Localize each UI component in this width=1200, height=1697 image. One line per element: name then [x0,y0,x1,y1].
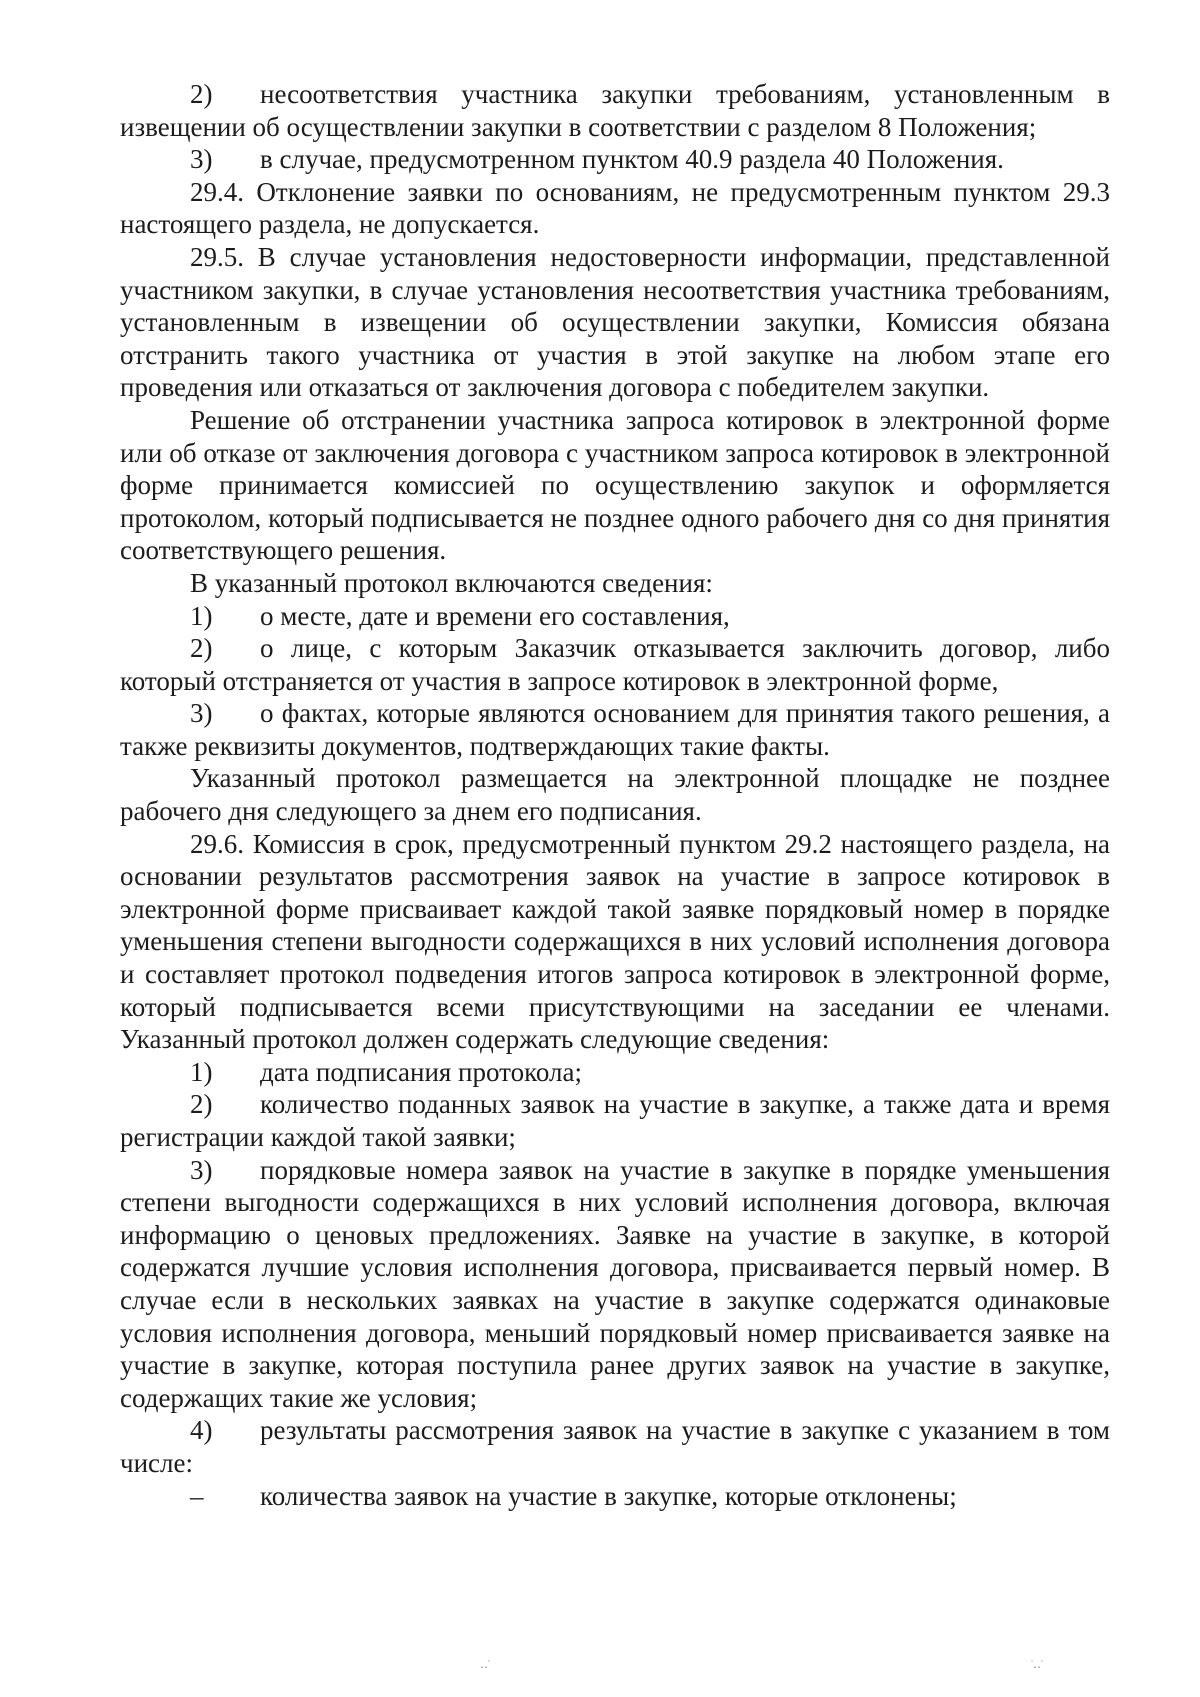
list-item-2 [120,632,1110,697]
item-number: 2) [190,1089,213,1120]
item-number: 4) [190,1415,213,1446]
scan-speck: ‥˙ [480,1657,491,1671]
item-number: 3) [190,1154,213,1185]
item-text: о фактах, которые являются основанием для принятия такого решения, а также реквизиты документов, подтверждающих такие факты. [120,698,1110,761]
dash-bullet: – [190,1480,204,1511]
list-item-1 [120,1056,1110,1089]
item-text: о месте, дате и времени его составления, [260,600,730,631]
item-number: 1) [190,1056,213,1087]
list-item-4 [120,1414,1110,1479]
clause-29-4: 29.4. Отклонение заявки по основаниям, не предусмотренным пунктом 29.3 настоящего раздела, не допускается. [120,176,1110,240]
item-text: порядковые номера заявок на участие в закупке в порядке уменьшения степени выгодности содержащихся в них условий исполнения договора, включая информацию о ценовых предложениях. Заявке на участие в закупке, в которой содержатся лучшие условия исполнения договора, присваивается первый номер. В случае если в нескольких заявках на участие в закупке содержатся одинаковые условия исполнения договора, меньший порядковый номер присваивается заявке на участие в закупке, которая поступила ранее других заявок на участие в закупке, содержащих такие же условия; [120,1154,1110,1413]
document-page [120,78,1110,1512]
scan-speck: ˙‥˙ [1030,1657,1044,1671]
clause-29-6: 29.6. Комиссия в срок, предусмотренный пунктом 29.2 настоящего раздела, на основании результатов рассмотрения заявок на участие в запросе котировок в электронной форме присваивает каждой такой заявке порядковый номер в порядке уменьшения степени выгодности содержащихся в них условий исполнения договора и составляет протокол подведения итогов запроса котировок в электронной форме, который подписывается всеми присутствующими на заседании ее членами. Указанный протокол должен содержать следующие сведения: [120,828,1110,1055]
paragraph-decision: Решение об отстранении участника запроса котировок в электронной форме или об отказе от заключения договора с участником запроса котировок в электронной форме принимается комиссией по осуществлению закупок и оформляется протоколом, который подписывается не позднее одного рабочего дня со дня принятия соответствующего решения. [120,404,1110,566]
list-item-3 [120,697,1110,762]
item-number: 3) [190,144,213,175]
item-text: результаты рассмотрения заявок на участие в закупке с указанием в том числе: [120,1415,1110,1478]
paragraph-protocol-info: В указанный протокол включаются сведения: [190,567,713,598]
item-text: несоответствия участника закупки требованиям, установленным в извещении об осуществлении закупки в соответствии с разделом 8 Положения; [120,79,1110,142]
item-number: 2) [190,633,213,664]
dash-list-item [120,1480,1110,1513]
item-number: 3) [190,698,213,729]
list-item-3 [120,143,1110,176]
list-item-1 [120,600,1110,633]
item-number: 2) [190,79,213,109]
clause-29-5: 29.5. В случае установления недостоверности информации, представленной участником закупки, в случае установления несоответствия участника требованиям, установленным в извещении об осуществлении закупки, Комиссия обязана отстранить такого участника от участия в этой закупке на любом этапе его проведения или отказаться от заключения договора с победителем закупки. [120,241,1110,403]
list-item-3 [120,1154,1110,1415]
item-text: дата подписания протокола; [260,1056,582,1087]
list-item-2 [120,1088,1110,1153]
item-number: 1) [190,600,213,631]
paragraph-protocol-posting: Указанный протокол размещается на электронной площадке не позднее рабочего дня следующего за днем его подписания. [120,763,1110,827]
item-text: о лице, с которым Заказчик отказывается заключить договор, либо который отстраняется от участия в запросе котировок в электронной форме, [120,633,1110,696]
list-item-2 [120,78,1110,143]
item-text: количества заявок на участие в закупке, которые отклонены; [260,1480,957,1511]
item-text: количество поданных заявок на участие в закупке, а также дата и время регистрации каждой такой заявки; [120,1089,1110,1152]
item-text: в случае, предусмотренном пунктом 40.9 раздела 40 Положения. [260,144,1004,175]
